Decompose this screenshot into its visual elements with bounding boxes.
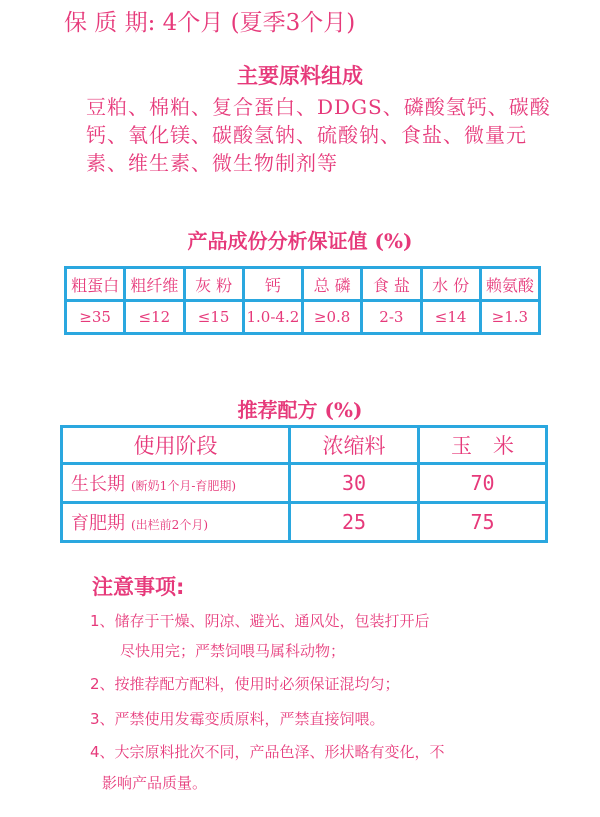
analysis-header-cell: 总 磷 xyxy=(303,268,362,301)
stage-label: 育肥期 xyxy=(71,513,125,534)
materials-text: 豆粕、棉粕、复合蛋白、DDGS、磷酸氢钙、碳酸钙、氧化镁、碳酸氢钠、硫酸钠、食盐、微量元素、维生素、微生物制剂等 xyxy=(86,95,551,175)
corn-value: 70 xyxy=(419,464,547,503)
note-line: 2、按推荐配方配料，使用时必须保证混均匀； xyxy=(90,675,400,693)
recommend-header-cell: 使用阶段 xyxy=(62,427,290,464)
concentrate-value: 30 xyxy=(290,464,419,503)
analysis-header-cell: 赖氨酸 xyxy=(480,268,539,301)
stage-cell xyxy=(62,503,290,542)
recommend-header-row xyxy=(62,427,547,464)
recommend-row xyxy=(62,464,547,503)
recommend-heading: 推荐配方 (%) xyxy=(237,398,363,422)
stage-label: 生长期 xyxy=(71,474,125,495)
analysis-value-cell: ≤14 xyxy=(421,301,480,334)
analysis-header-cell: 粗纤维 xyxy=(125,268,184,301)
stage-note: (断奶1个月-育肥期) xyxy=(131,479,237,493)
analysis-header-cell: 水 份 xyxy=(421,268,480,301)
analysis-value-cell: ≥35 xyxy=(66,301,125,334)
stage-note: (出栏前2个月) xyxy=(131,518,208,532)
stage-cell xyxy=(62,464,290,503)
notes-heading: 注意事项: xyxy=(92,575,185,599)
note-line: 影响产品质量。 xyxy=(102,774,208,792)
analysis-value-row xyxy=(66,301,540,334)
analysis-value-cell: ≥1.3 xyxy=(480,301,539,334)
note-line: 尽快用完；严禁饲喂马属科动物； xyxy=(120,642,346,660)
corn-value: 75 xyxy=(419,503,547,542)
analysis-value-cell: ≥0.8 xyxy=(303,301,362,334)
recommend-header-cell: 浓缩料 xyxy=(290,427,419,464)
note-line: 4、大宗原料批次不同，产品色泽、形状略有变化，不 xyxy=(90,743,445,761)
shelf-life: 保 质 期: 4个月 (夏季3个月) xyxy=(64,10,356,36)
analysis-header-cell: 灰 粉 xyxy=(184,268,243,301)
analysis-header-cell: 钙 xyxy=(243,268,302,301)
analysis-heading: 产品成份分析保证值 (%) xyxy=(187,229,413,253)
recommend-header-cell: 玉 米 xyxy=(419,427,547,464)
concentrate-value: 25 xyxy=(290,503,419,542)
note-line: 1、储存于干燥、阴凉、避光、通风处，包装打开后 xyxy=(90,612,430,630)
analysis-header-cell: 食 盐 xyxy=(362,268,421,301)
analysis-value-cell: 1.0-4.2 xyxy=(243,301,302,334)
recommend-row xyxy=(62,503,547,542)
analysis-value-cell: 2-3 xyxy=(362,301,421,334)
analysis-header-row xyxy=(66,268,540,301)
analysis-value-cell: ≤12 xyxy=(125,301,184,334)
note-line: 3、严禁使用发霉变质原料，严禁直接饲喂。 xyxy=(90,710,385,728)
materials-heading: 主要原料组成 xyxy=(237,63,363,88)
analysis-header-cell: 粗蛋白 xyxy=(66,268,125,301)
analysis-table xyxy=(64,266,541,335)
analysis-value-cell: ≤15 xyxy=(184,301,243,334)
recommend-table xyxy=(60,425,548,543)
